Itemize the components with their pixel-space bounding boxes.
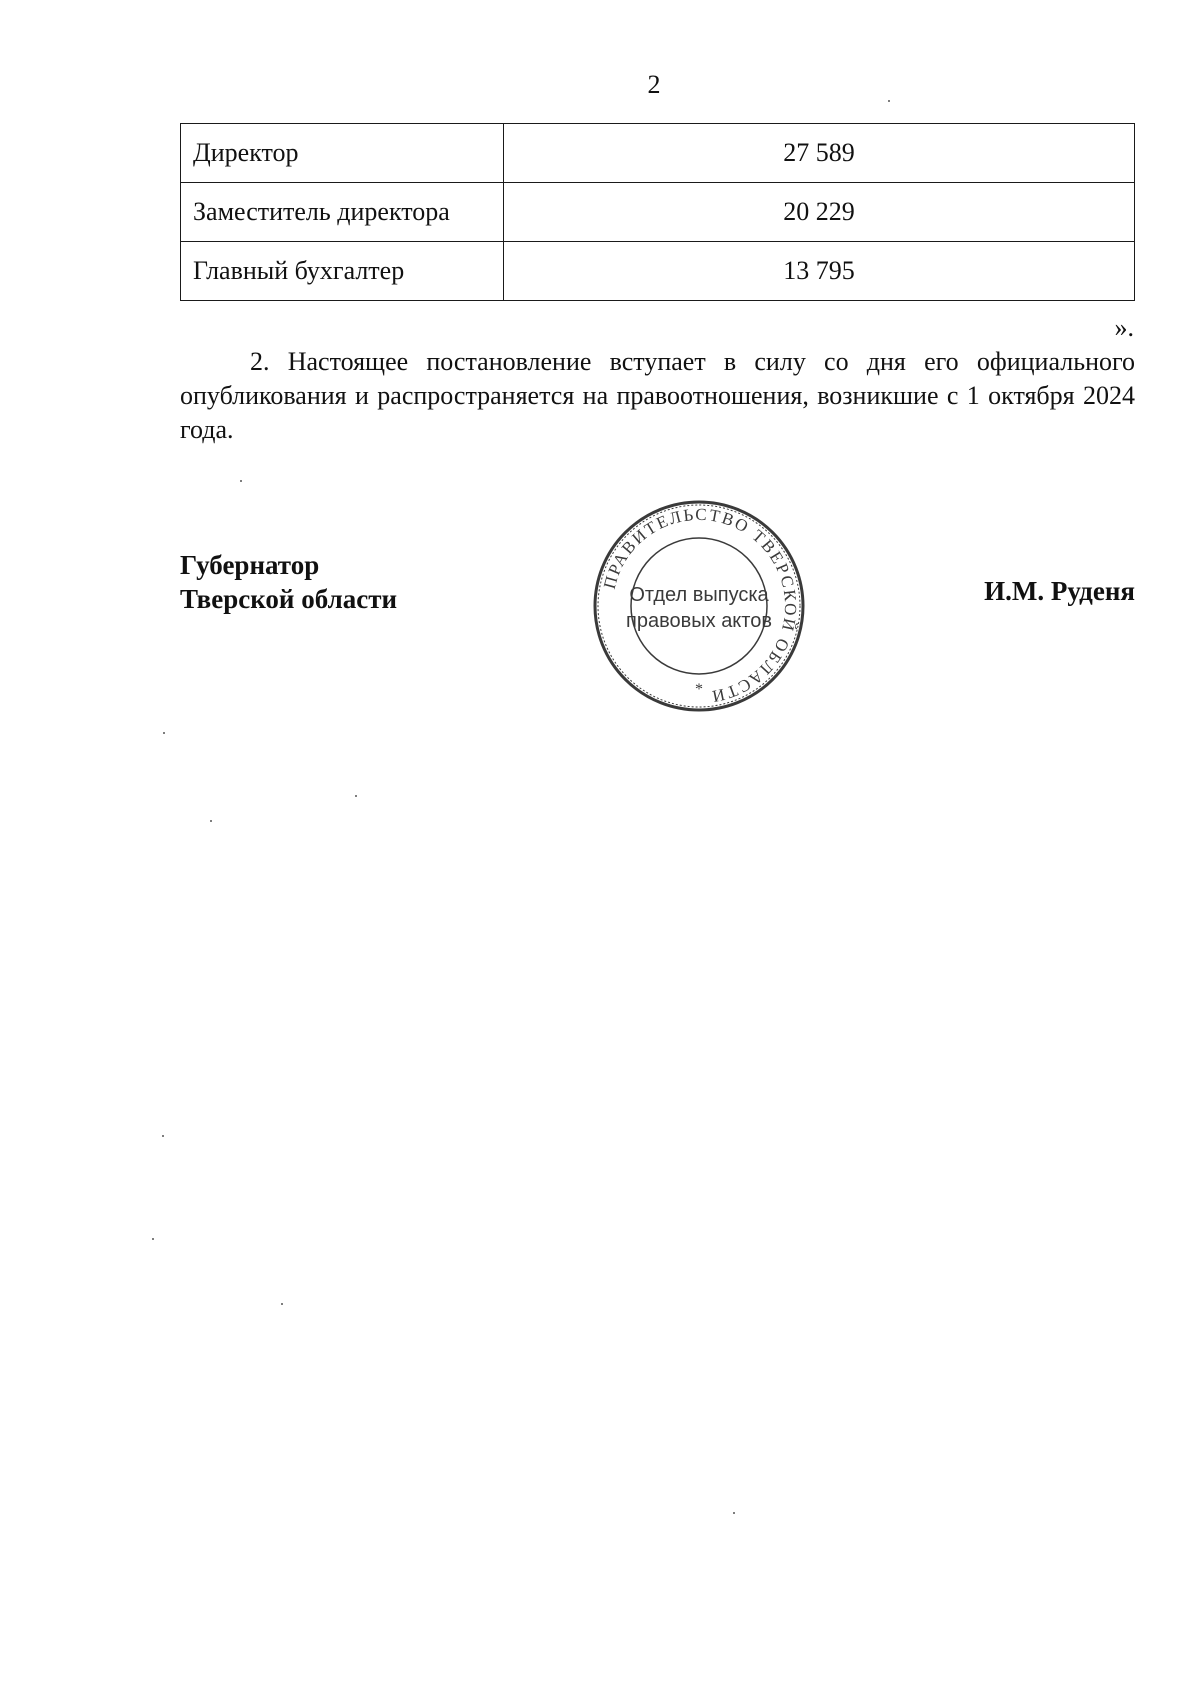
position-cell: Заместитель директора bbox=[181, 183, 504, 242]
table-row bbox=[181, 124, 1135, 183]
effective-date-paragraph bbox=[180, 345, 1135, 447]
stamp-center-line1: Отдел выпуска bbox=[629, 584, 769, 606]
amount-cell: 27 589 bbox=[504, 124, 1135, 183]
stamp-outer-ring bbox=[595, 502, 803, 710]
amount-cell: 13 795 bbox=[504, 242, 1135, 301]
position-cell: Директор bbox=[181, 124, 504, 183]
table-row bbox=[181, 183, 1135, 242]
closing-quote: ». bbox=[1114, 313, 1134, 342]
signer-title-line2: Тверской области bbox=[180, 584, 398, 614]
amount-cell: 20 229 bbox=[504, 183, 1135, 242]
table-row bbox=[181, 242, 1135, 301]
scan-speck bbox=[888, 100, 890, 102]
scan-speck bbox=[281, 1303, 283, 1305]
signer-title-line1: Губернатор bbox=[180, 550, 320, 580]
signer-name: И.М. Руденя bbox=[984, 576, 1135, 606]
scan-speck bbox=[355, 795, 357, 797]
official-stamp bbox=[591, 498, 807, 714]
scan-speck bbox=[163, 732, 165, 734]
salary-table bbox=[180, 123, 1135, 301]
scan-speck bbox=[210, 820, 212, 822]
stamp-star: * bbox=[695, 681, 703, 698]
stamp-ring-text: ПРАВИТЕЛЬСТВО ТВЕРСКОЙ ОБЛАСТИ bbox=[599, 504, 801, 707]
paragraph-text: 2. Настоящее постановление вступает в силу со дня его официального опубликования и распространяется на правоотношения, возникшие с 1 октября 2024 года. bbox=[180, 347, 1135, 444]
page-number: 2 bbox=[647, 70, 661, 99]
stamp-center-line2: правовых актов bbox=[626, 610, 772, 632]
scan-speck bbox=[152, 1238, 154, 1240]
stamp-inner-ring bbox=[631, 538, 767, 674]
scan-speck bbox=[162, 1135, 164, 1137]
scan-speck bbox=[733, 1512, 735, 1514]
position-cell: Главный бухгалтер bbox=[181, 242, 504, 301]
signer-title bbox=[180, 548, 397, 616]
scan-speck bbox=[240, 480, 242, 482]
